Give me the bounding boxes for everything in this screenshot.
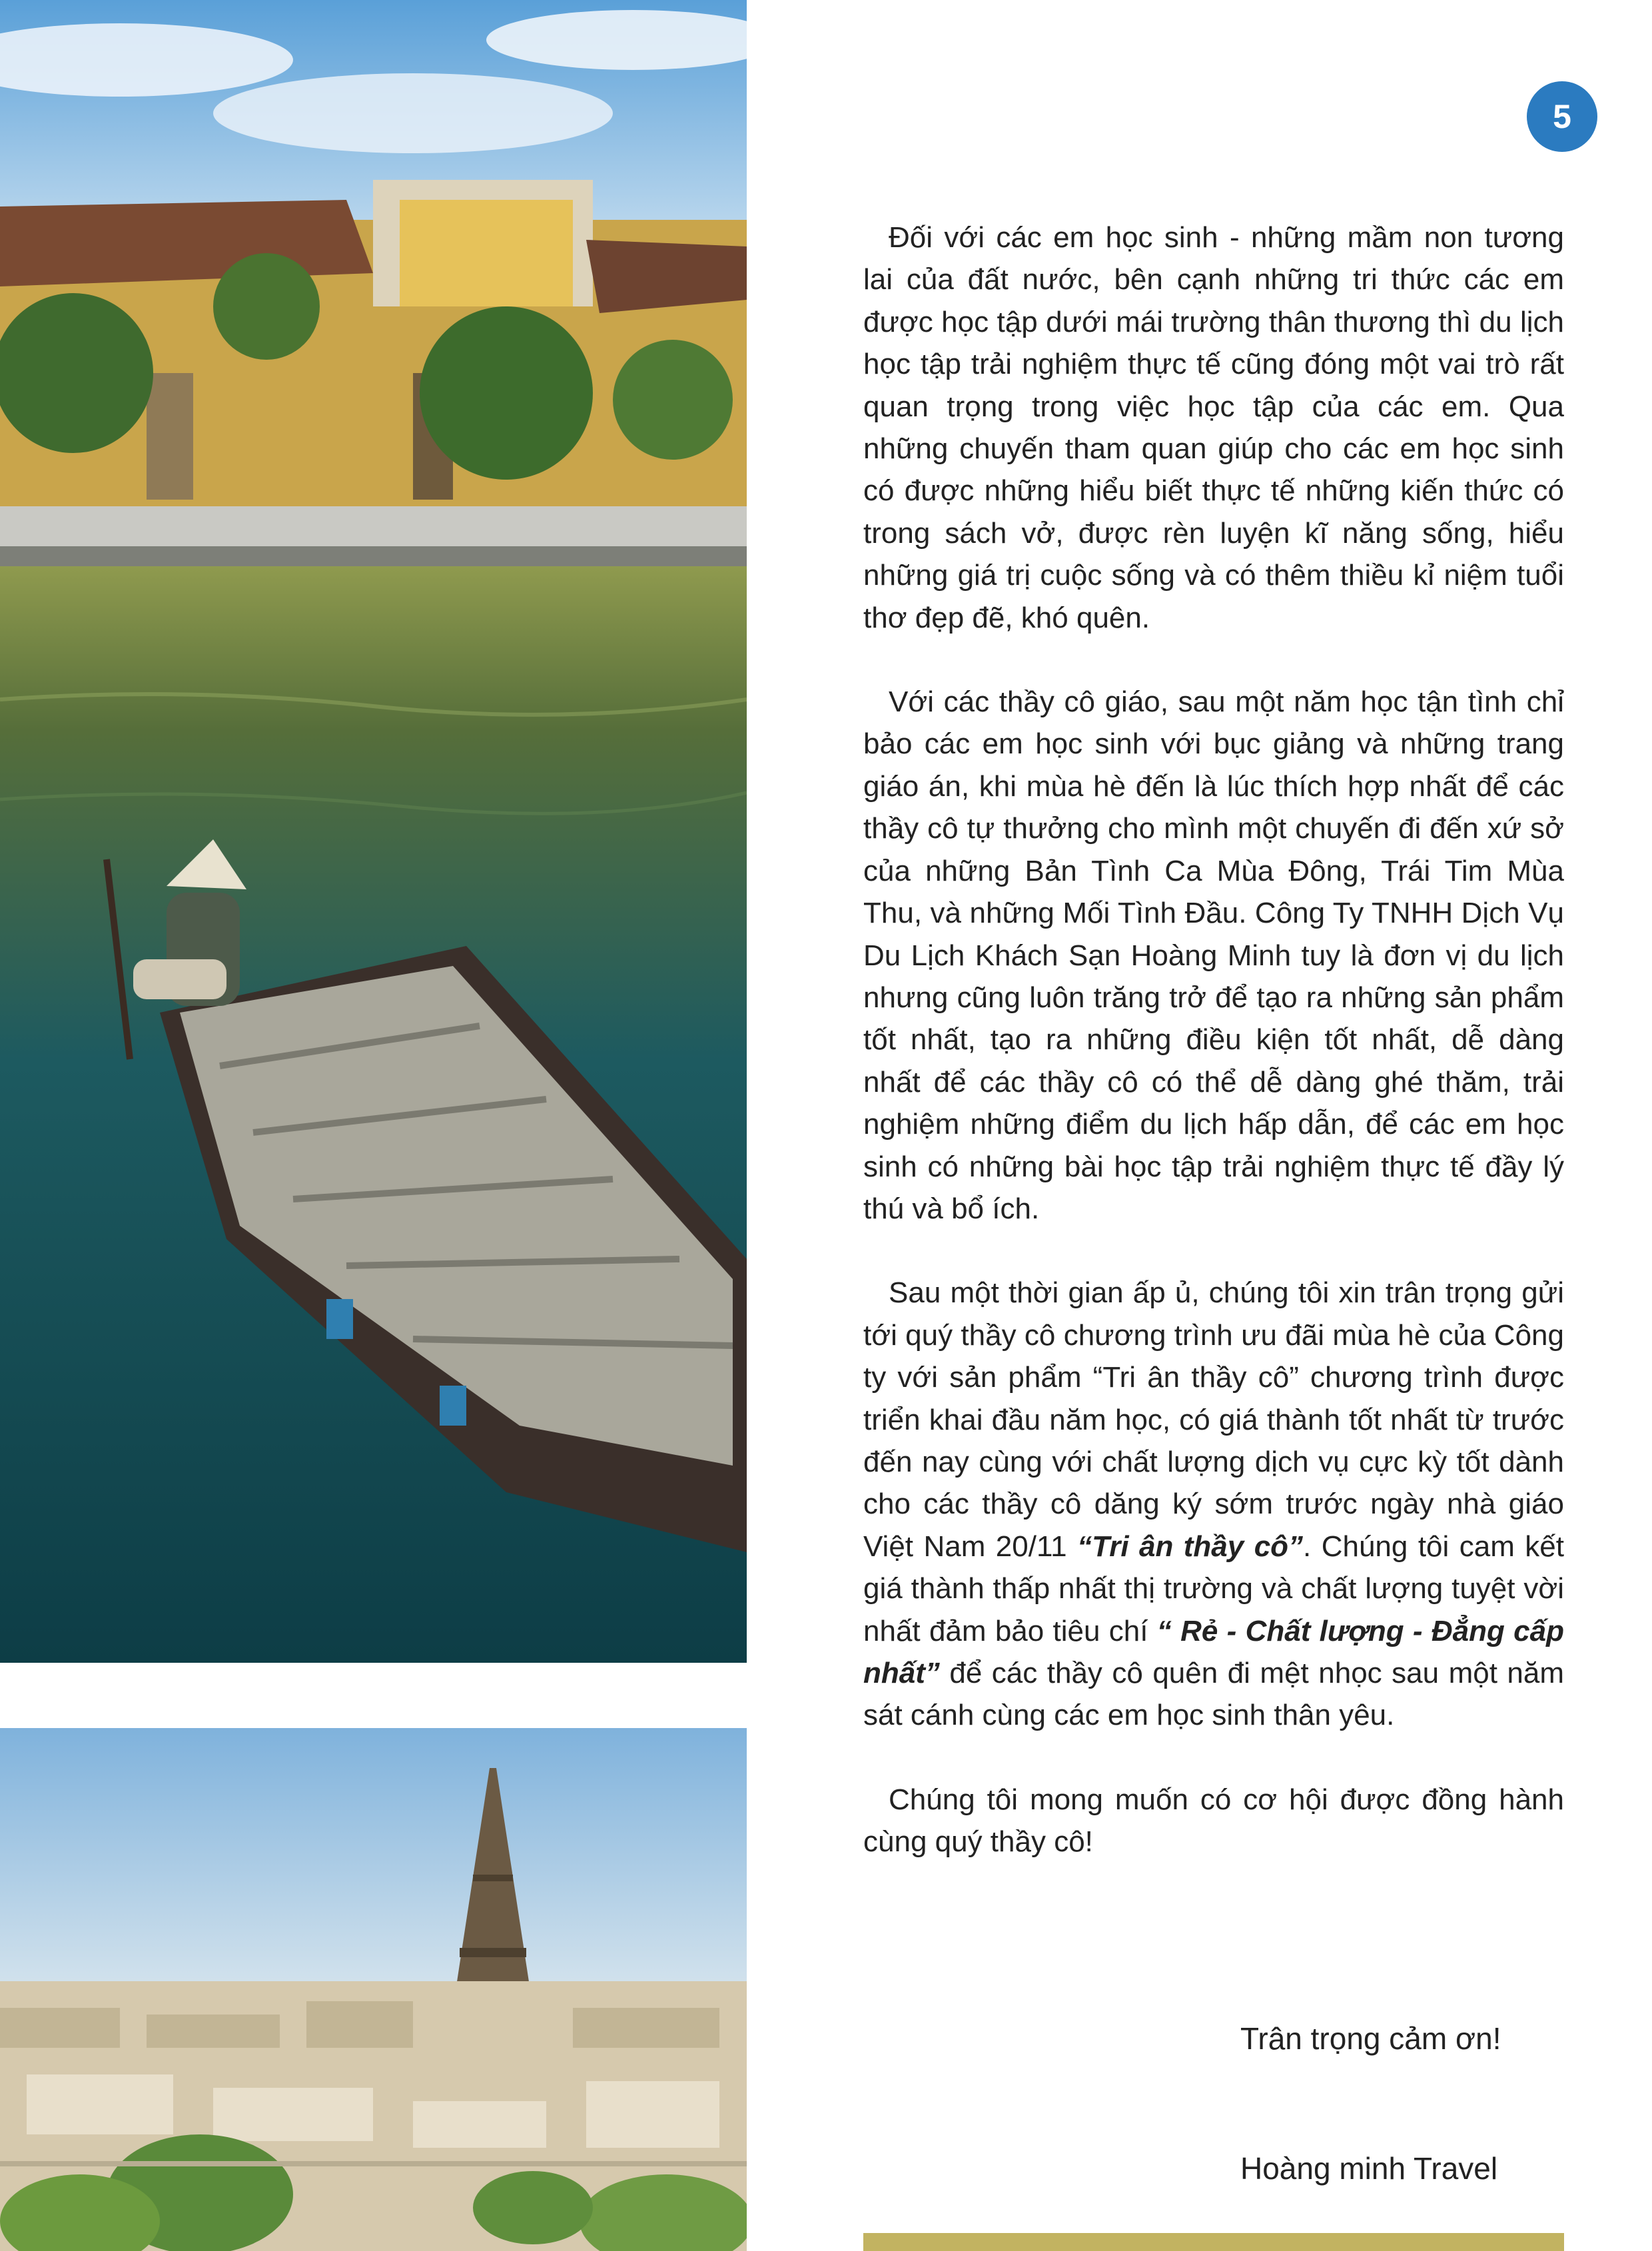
article-body (863, 217, 1564, 1905)
page-number-badge: 5 (1527, 81, 1597, 152)
paragraph-teachers: Với các thầy cô giáo, sau một năm học tận tình chỉ bảo các em học sinh với bục giảng và những trang giáo án, khi mùa hè đến là lúc thích hợp nhất để các thầy cô tự thưởng cho mình một chuyến đi đến xứ sở của những Bản Tình Ca Mùa Đông, Trái Tim Mùa Thu, và những Mối Tình Đầu. Công Ty TNHH Dịch Vụ Du Lịch Khách Sạn Hoàng Minh tuy là đơn vị du lịch nhưng cũng luôn trăng trở để tạo ra những sản phẩm tốt nhất, tạo ra những điều kiện tốt nhất, dễ dàng nhất để các thầy cô có thể dễ dàng ghé thăm, trải nghiệm những điểm du lịch hấp dẫn, để các em học sinh có những bài học tập trải nghiệm thực tế đầy lý thú và bổ ích. (863, 685, 1564, 1225)
paragraph-offer (863, 1272, 1564, 1736)
closing-thanks: Trân trọng cảm ơn! (1240, 2021, 1501, 2056)
offer-slogan: “ Rẻ - Chất lượng - Đẳng cấp nhất” (863, 1614, 1564, 1689)
closing-signature: Hoàng minh Travel (1240, 2151, 1498, 2186)
paragraph-students: Đối với các em học sinh - những mầm non tương lai của đất nước, bên cạnh những tri thức các em được học tập dưới mái trường thân thương thì du lịch học tập trải nghiệm thực tế cũng đóng một vai trò rất quan trọng trong việc học tập của các em. Qua những chuyến tham quan giúp cho các em học sinh có được những hiểu biết thực tế những kiến thức có trong sách vở, được rèn luyện kĩ năng sống, hiểu những giá trị cuộc sống và có thêm thiều kỉ niệm tuổi thơ đẹp đẽ, khó quên. (863, 221, 1564, 634)
paragraph-wish: Chúng tôi mong muốn có cơ hội được đồng hành cùng quý thầy cô! (863, 1783, 1564, 1859)
footer-accent-bar (863, 2233, 1564, 2251)
offer-program-name: “Tri ân thầy cô” (1077, 1530, 1304, 1563)
paris-eiffel-photo (0, 1728, 747, 2251)
hoi-an-river-photo (0, 0, 747, 1663)
offer-text-1: Sau một thời gian ấp ủ, chúng tôi xin trân trọng gửi tới quý thầy cô chương trình ưu đãi mùa hè của Công ty với sản phẩm “Tri ân thầy cô” chương trình được triển khai đầu năm học, có giá thành tốt nhất từ trước đến nay cùng với chất lượng dịch vụ cực kỳ tốt dành cho các thầy cô dăng ký sớm trước ngày nhà giáo Việt Nam 20/11 (863, 1276, 1564, 1563)
offer-text-2: . Chúng tôi cam kết giá thành thấp nhất thị trường và chất lượng tuyệt vời nhất đảm bảo tiêu chí (863, 1530, 1564, 1647)
offer-text-3: để các thầy cô quên đi mệt nhọc sau một năm sát cánh cùng các em học sinh thân yêu. (863, 1657, 1564, 1732)
